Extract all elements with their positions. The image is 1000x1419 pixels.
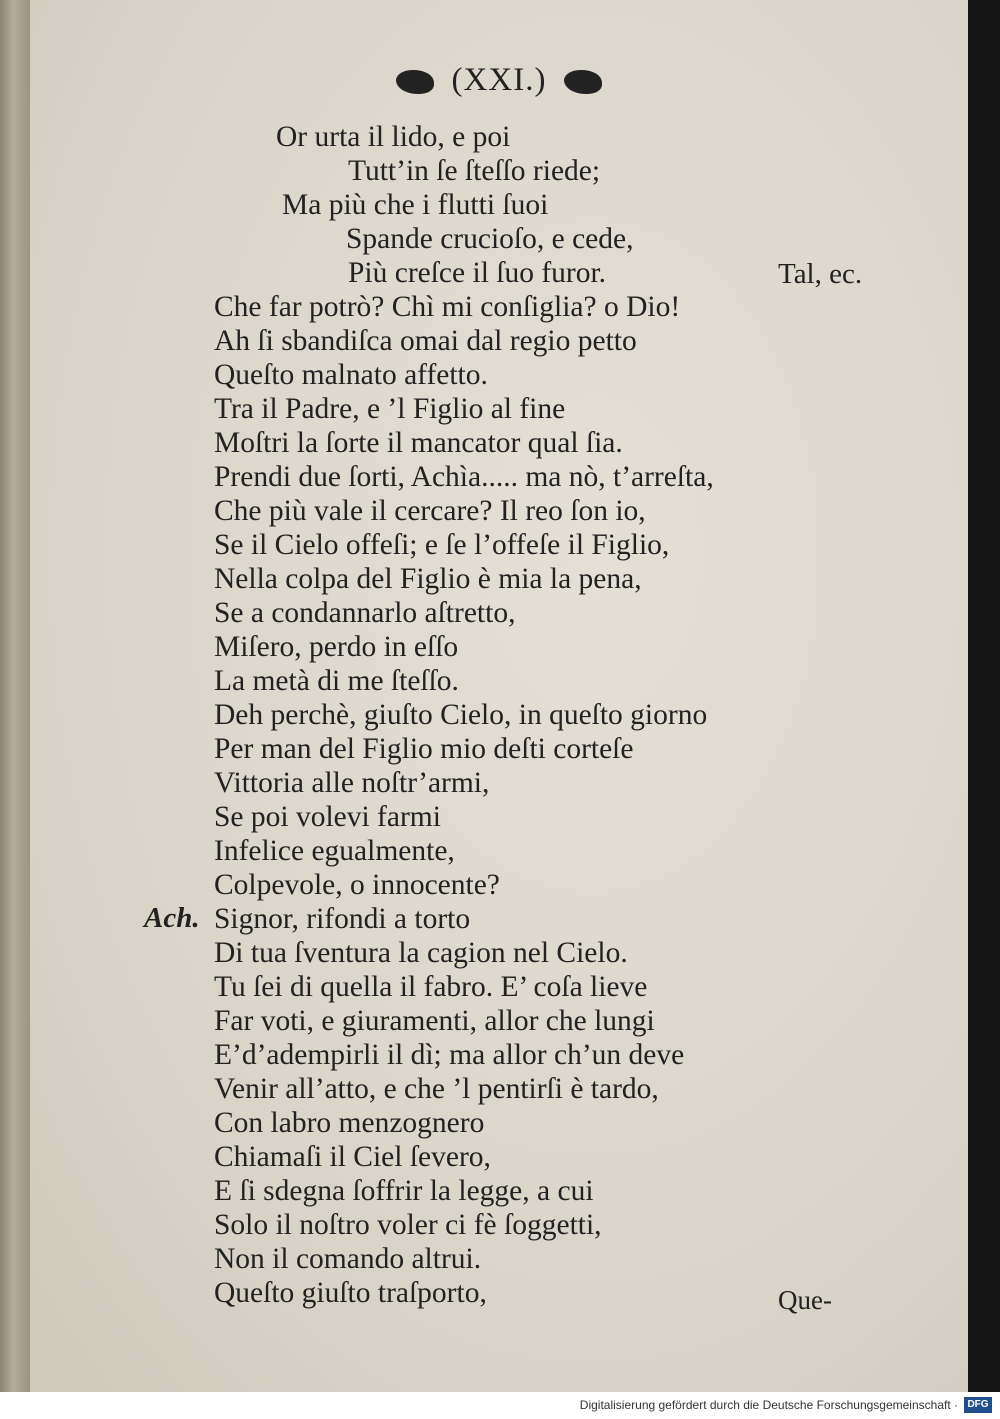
- book-page: [30, 0, 968, 1392]
- dfg-logo-icon: DFG: [964, 1397, 992, 1413]
- verse-line: Più creſce il ſuo furor.: [348, 257, 607, 289]
- verse-line: Far voti, e giuramenti, allor che lungi: [214, 1005, 655, 1037]
- ornament-right-icon: [564, 70, 602, 94]
- speaker-label: Ach.: [144, 902, 200, 934]
- verse-line: E’d’adempirli il dì; ma allor ch’un deve: [214, 1039, 685, 1071]
- verse-line: E ſi sdegna ſoffrir la legge, a cui: [214, 1175, 594, 1207]
- verse-line: Prendi due ſorti, Achìa..... ma nò, t’arreſta,: [214, 461, 714, 493]
- verse-line: Miſero, perdo in eſſo: [214, 631, 459, 663]
- verse-line: Se a condannarlo aſtretto,: [214, 597, 516, 629]
- verse-line: Vittoria alle noſtr’armi,: [214, 767, 490, 799]
- verse-line: Solo il noſtro voler ci fè ſoggetti,: [214, 1209, 602, 1241]
- page-number: (XXI.): [451, 62, 547, 98]
- verse-line: Colpevole, o innocente?: [214, 869, 500, 901]
- verse-line: Signor, rifondi a torto: [214, 903, 471, 935]
- verse-line: Queſto malnato affetto.: [214, 359, 488, 391]
- verse-line: Tutt’in ſe ſteſſo riede;: [348, 155, 601, 187]
- verse-line: Ma più che i flutti ſuoi: [282, 189, 549, 221]
- verse-line: Non il comando altrui.: [214, 1243, 482, 1275]
- digitization-footer: [0, 1392, 1000, 1419]
- verse-line: Nella colpa del Figlio è mia la pena,: [214, 563, 642, 595]
- verse-line: Chiamaſi il Ciel ſevero,: [214, 1141, 491, 1173]
- book-binding: [0, 0, 30, 1392]
- verse-line: Che far potrò? Chì mi conſiglia? o Dio!: [214, 291, 681, 323]
- verse-line: La metà di me ſteſſo.: [214, 665, 459, 697]
- verse-line: Moſtri la ſorte il mancator qual ſia.: [214, 427, 623, 459]
- page-header: [30, 62, 968, 99]
- verse-line: Se poi volevi farmi: [214, 801, 441, 833]
- funding-credit: Digitalisierung gefördert durch die Deutsche Forschungsgemeinschaft ·: [579, 1398, 958, 1412]
- verse-line: Di tua ſventura la cagion nel Cielo.: [214, 937, 628, 969]
- verse-line: Per man del Figlio mio deſti corteſe: [214, 733, 634, 765]
- aria-cue: Tal, ec.: [778, 258, 863, 290]
- verse-line: Or urta il lido, e poi: [276, 121, 511, 153]
- verse-line: Tra il Padre, e ’l Figlio al fine: [214, 393, 566, 425]
- verse-line: Spande crucioſo, e cede,: [346, 223, 634, 255]
- verse-line: Con labro menzognero: [214, 1107, 485, 1139]
- ornament-left-icon: [396, 70, 434, 94]
- verse-line: Se il Cielo offeſi; e ſe l’offeſe il Figlio,: [214, 529, 670, 561]
- verse-line: Che più vale il cercare? Il reo ſon io,: [214, 495, 646, 527]
- verse-line: Ah ſi sbandiſca omai dal regio petto: [214, 325, 637, 357]
- verse-line: Queſto giuſto traſporto,: [214, 1277, 487, 1309]
- scan-background: [968, 0, 1000, 1392]
- verse-line: Venir all’atto, e che ’l pentirſi è tardo,: [214, 1073, 659, 1105]
- verse-line: Infelice egualmente,: [214, 835, 455, 867]
- verse-line: Deh perchè, giuſto Cielo, in queſto giorno: [214, 699, 708, 731]
- catchword: Que-: [778, 1285, 832, 1315]
- verse-line: Tu ſei di quella il fabro. E’ coſa lieve: [214, 971, 648, 1003]
